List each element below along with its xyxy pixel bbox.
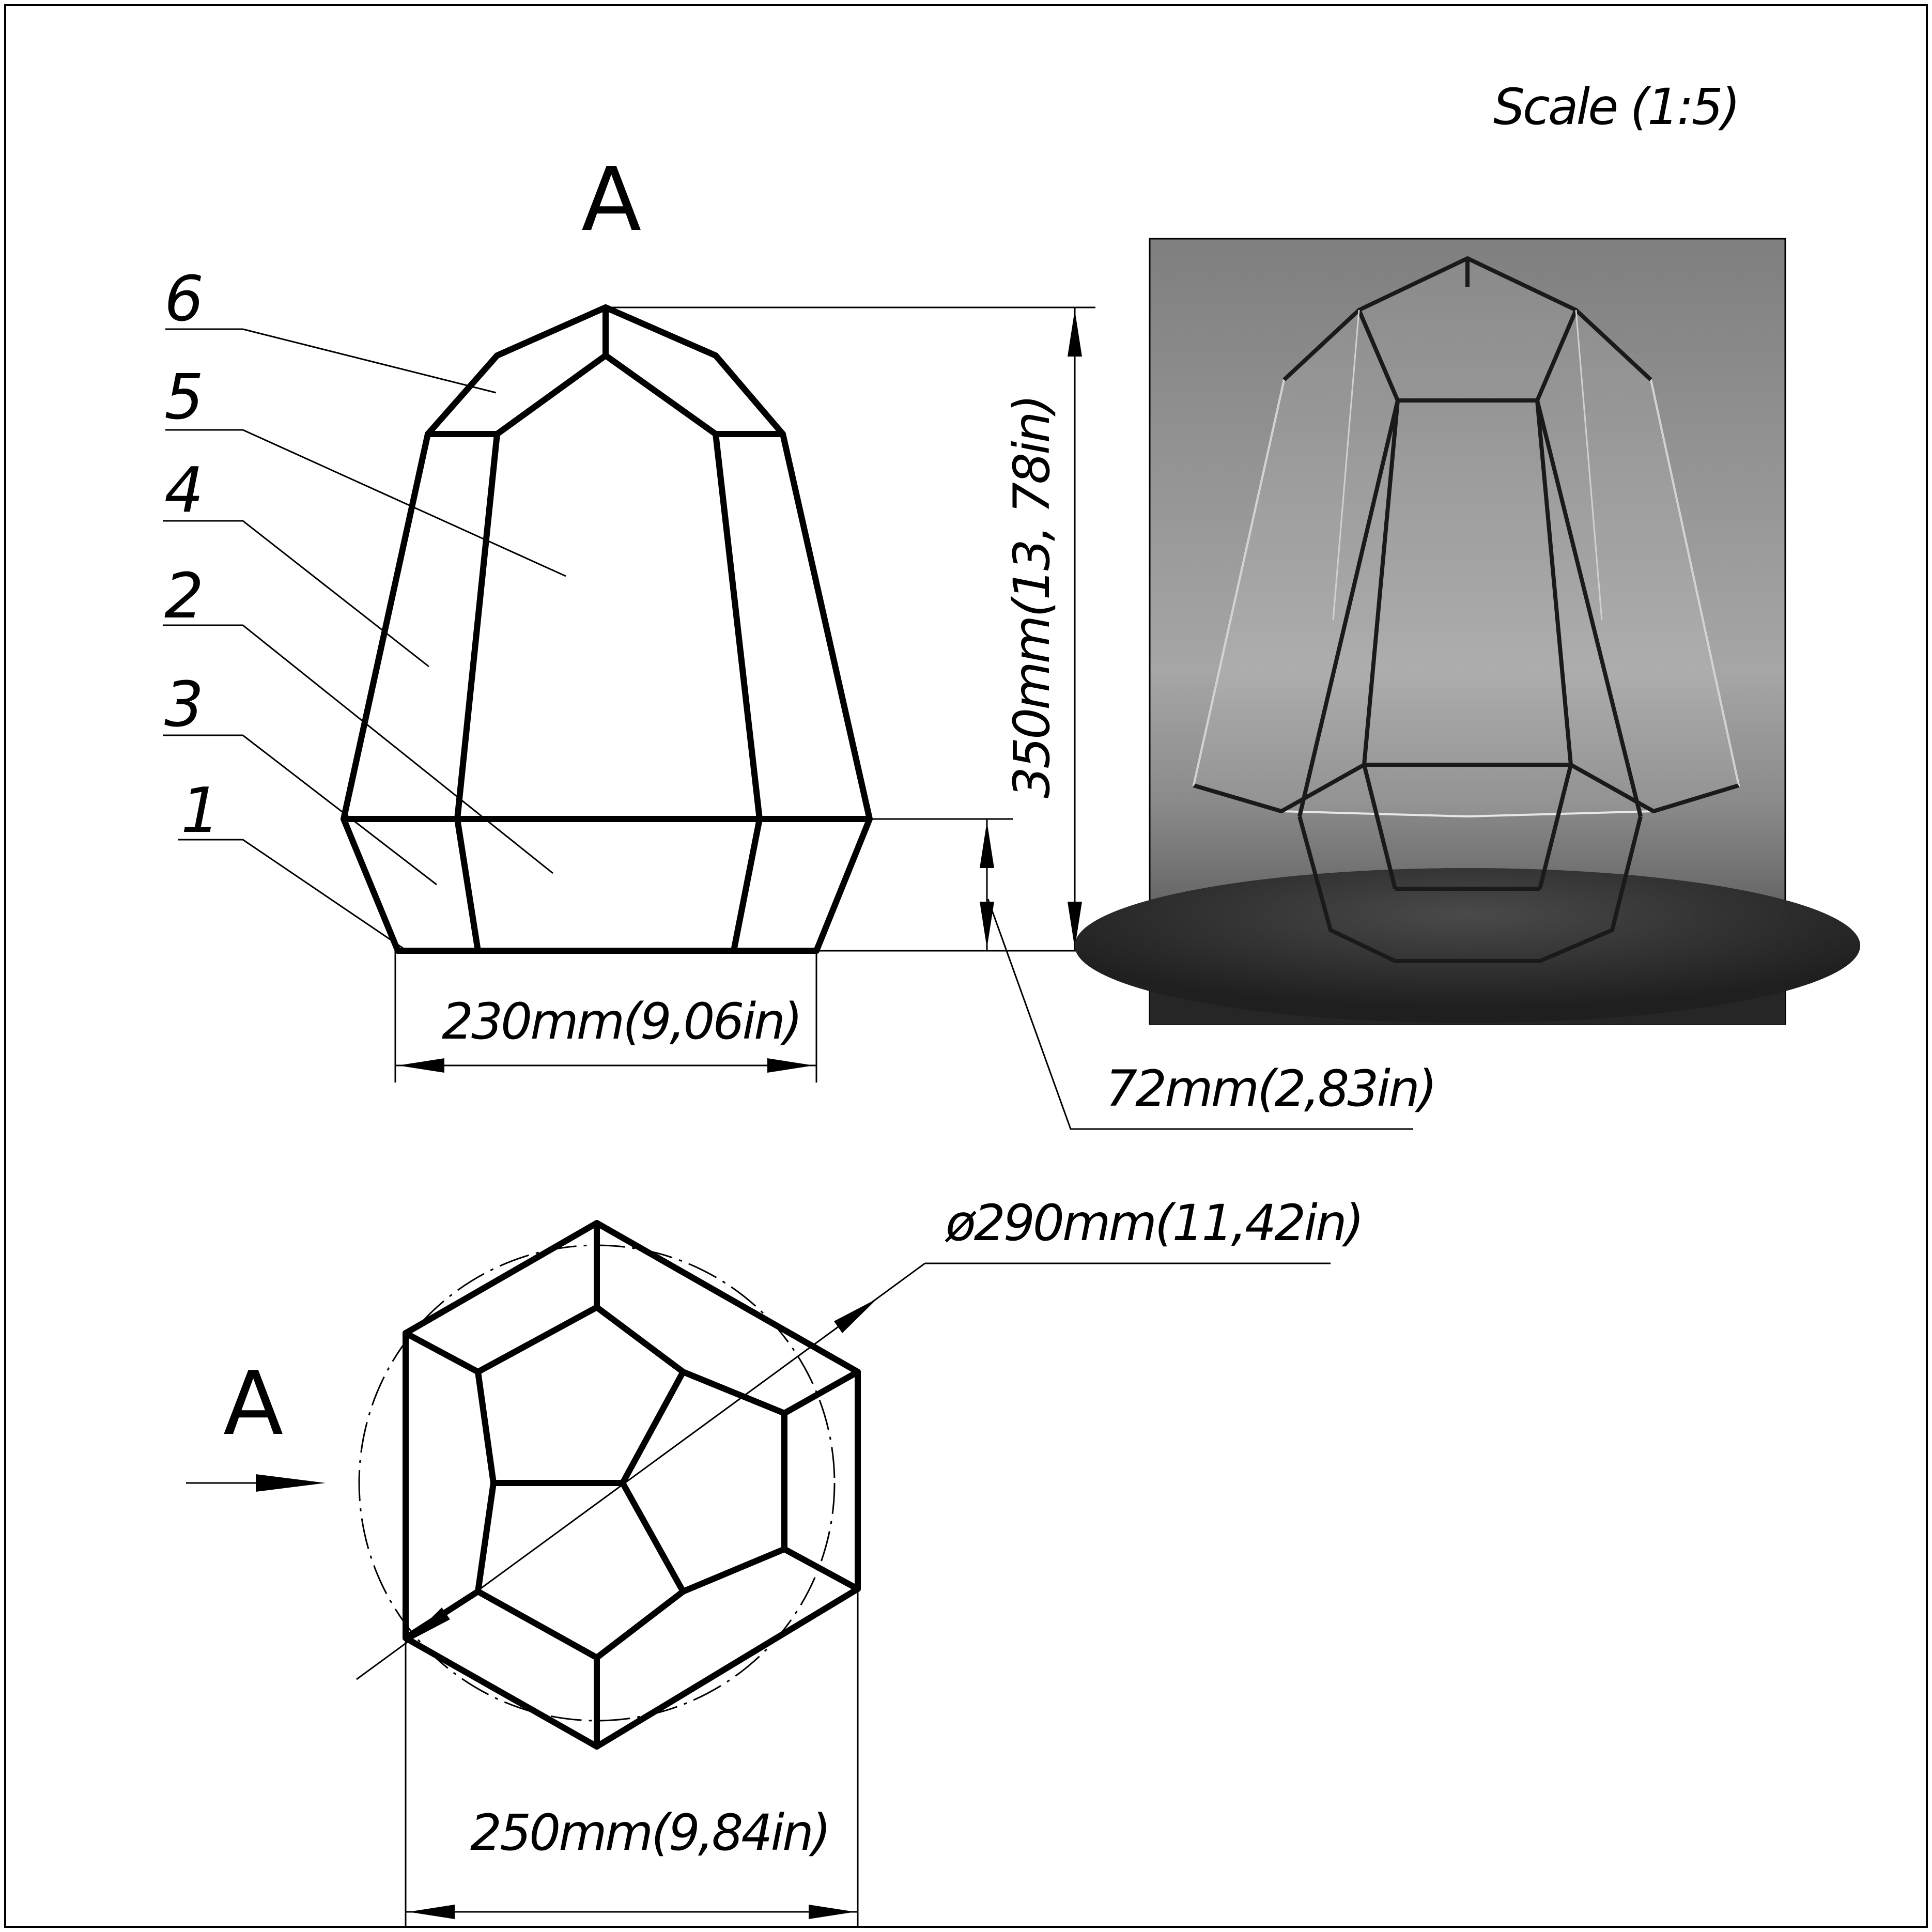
product-render xyxy=(1075,239,1860,1024)
scale-label: Scale (1:5) xyxy=(1493,78,1739,136)
plan-outline xyxy=(406,1223,858,1746)
plan-view xyxy=(359,1223,858,1746)
height-dimension-label: 350mm(13, 78in) xyxy=(1003,396,1061,798)
part-label-1: 1 xyxy=(181,775,219,847)
front-view-outline xyxy=(344,307,870,951)
height-dimension xyxy=(606,307,1095,951)
base-height-dimension-label: 72mm(2,83in) xyxy=(1106,1060,1435,1118)
plan-width-dimension xyxy=(406,1589,858,1927)
plan-width-dimension-label: 250mm(9,84in) xyxy=(470,1804,829,1862)
part-label-2: 2 xyxy=(164,561,202,632)
part-labels xyxy=(163,264,566,948)
diameter-dimension-label: ø290mm(11,42in) xyxy=(946,1194,1363,1252)
part-label-6: 6 xyxy=(164,264,202,335)
width-dimension xyxy=(395,951,816,1083)
view-direction-label: A xyxy=(223,1353,284,1455)
front-view xyxy=(344,307,870,951)
view-direction-marker xyxy=(186,1353,326,1492)
part-label-5: 5 xyxy=(164,362,202,434)
width-dimension-label: 230mm(9,06in) xyxy=(442,993,801,1050)
view-title: A xyxy=(581,149,642,251)
part-label-3: 3 xyxy=(164,669,202,741)
part-label-4: 4 xyxy=(164,455,202,527)
